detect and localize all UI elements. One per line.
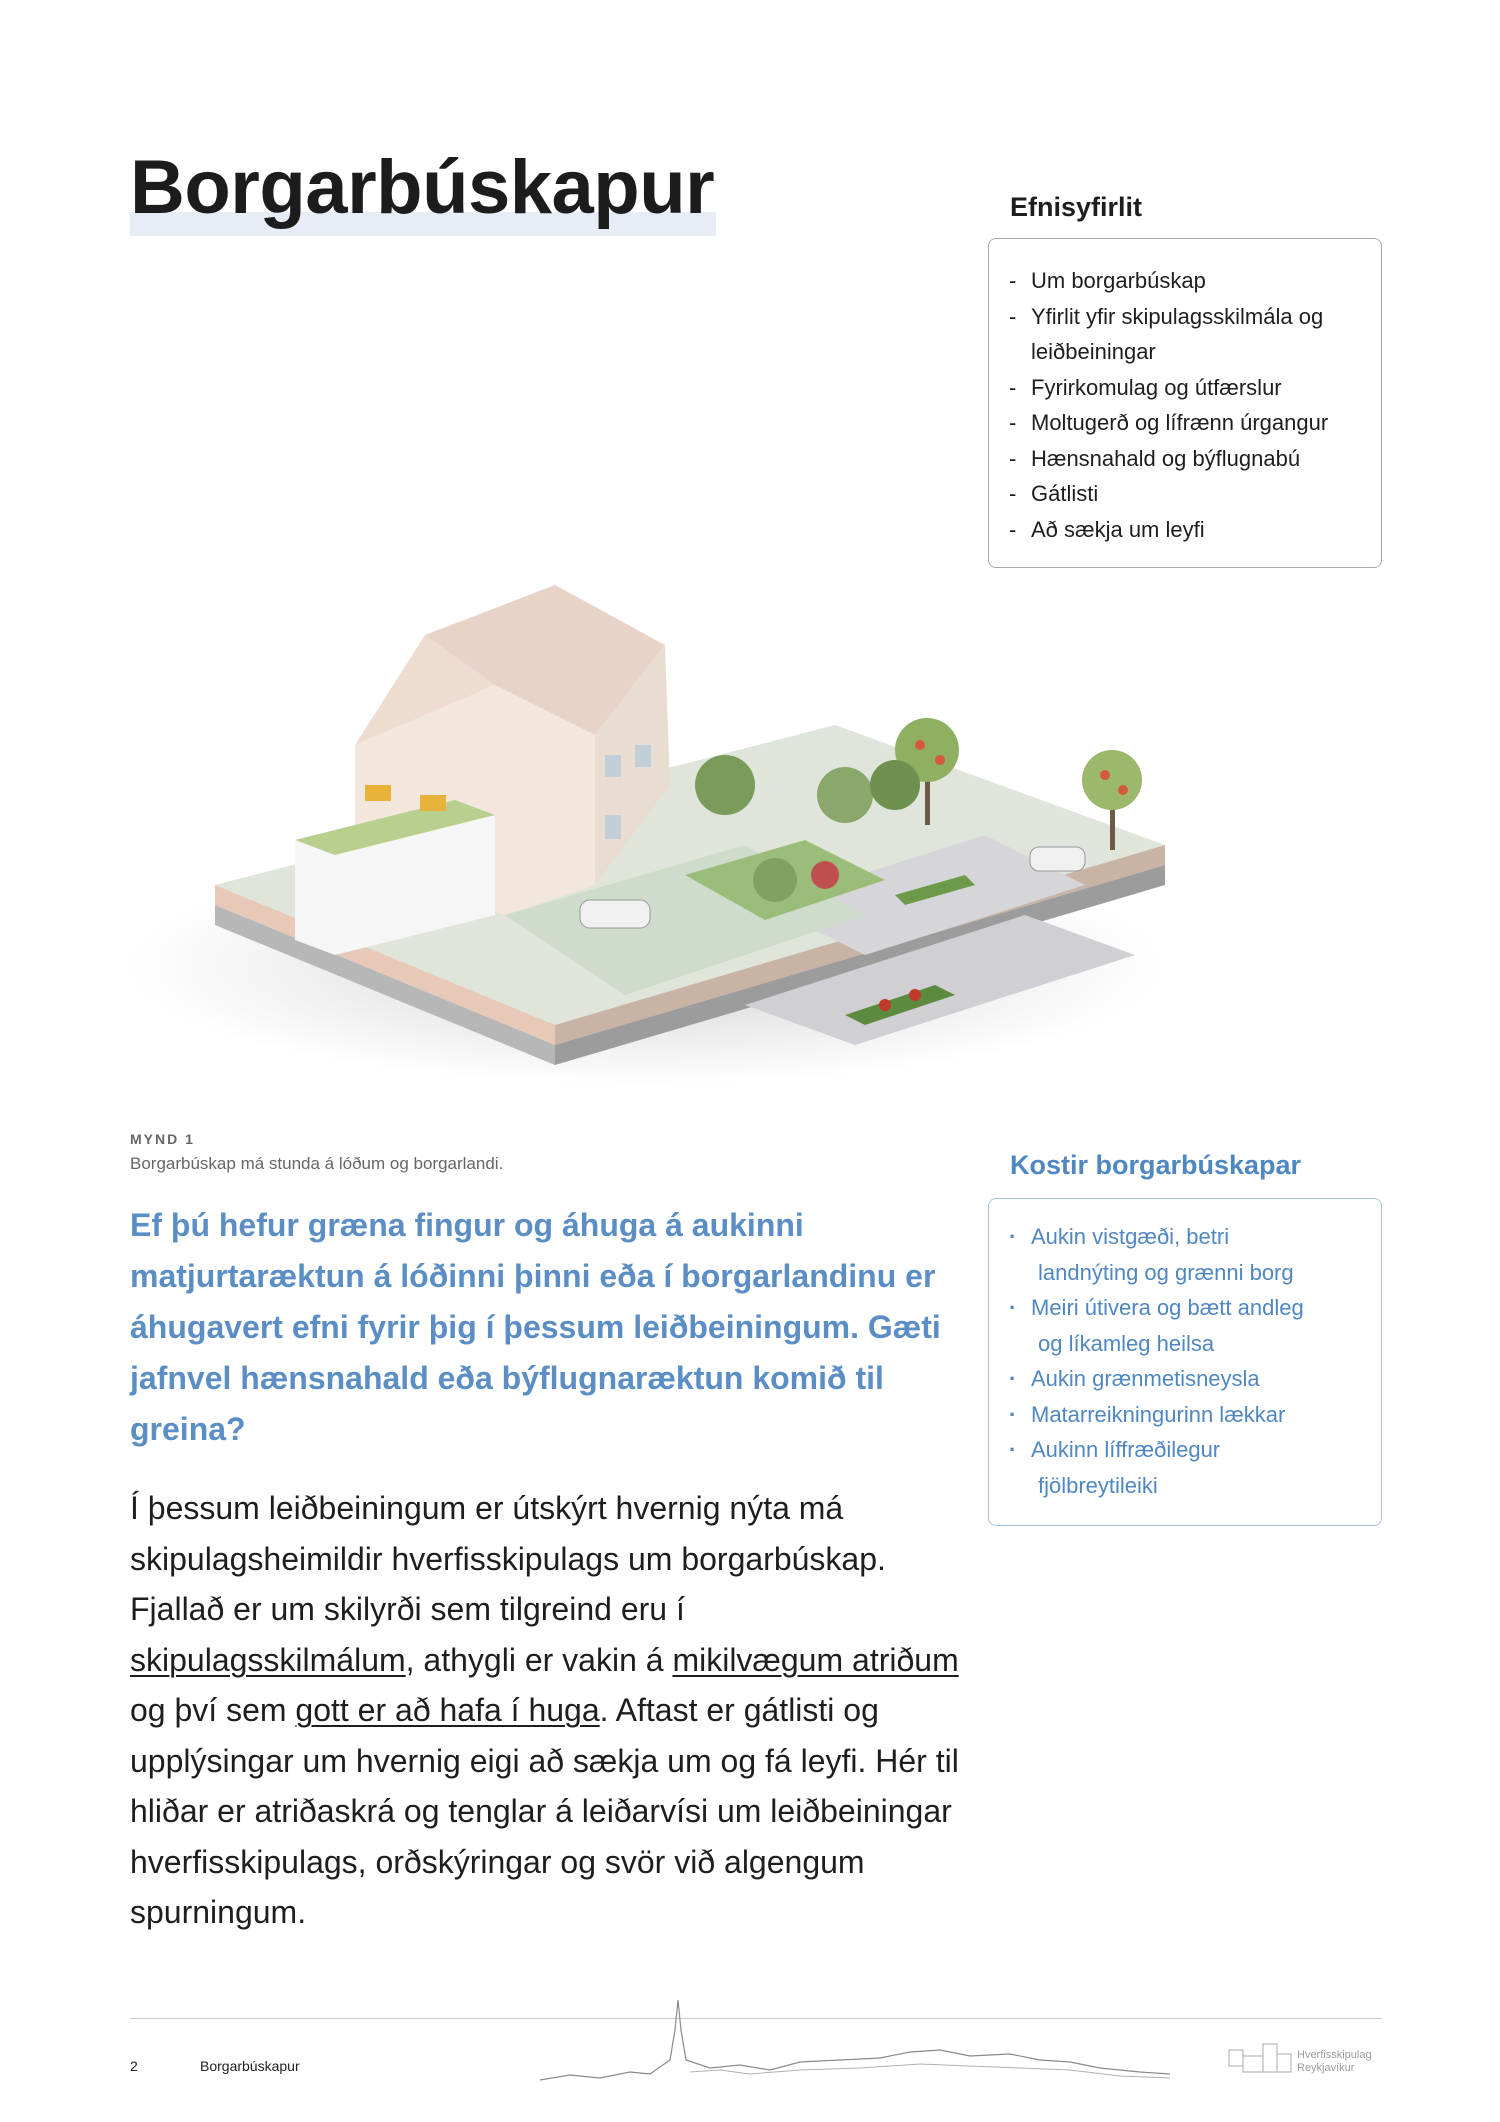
page-number: 2 [130, 2058, 138, 2074]
toc-box [988, 238, 1382, 568]
link-mikilvaeg-atridi[interactable]: mikilvægum atriðum [672, 1641, 959, 1678]
benefit-line: Meiri útivera og bætt andleg [1031, 1295, 1304, 1320]
benefit-line: Aukinn líffræðilegur [1031, 1437, 1221, 1462]
benefit-item [1009, 1290, 1361, 1361]
logo-line: Hverfisskipulag [1297, 2049, 1372, 2061]
page-title: Borgarbúskapur [130, 150, 716, 236]
benefits-heading: Kostir borgarbúskapar [1010, 1150, 1302, 1180]
toc-item[interactable]: - Að sækja um leyfi [1009, 512, 1361, 548]
body-text: og því sem [130, 1692, 296, 1728]
benefit-line: fjölbreytileiki [1038, 1472, 1158, 1498]
toc-item[interactable]: - Fyrirkomulag og útfærslur [1009, 370, 1361, 406]
toc-list [1009, 263, 1361, 547]
lead-paragraph: Ef þú hefur græna fingur og áhuga á aukinni matjurtaræktun á lóðinni þinni eða í borgarlandinu er áhugavert efni fyrir þig í þessum leiðbeiningum. Gæti jafnvel hænsnahald eða býflugnaræktun komið til greina? [130, 1207, 941, 1447]
urban-farming-illustration [125, 585, 1165, 1110]
benefit-line: Aukin vistgæði, betri [1031, 1224, 1230, 1249]
figure-label: MYND 1 [130, 1131, 195, 1147]
toc-item[interactable]: - Um borgarbúskap [1009, 263, 1361, 299]
link-skipulagsskilmalar[interactable]: skipulagsskilmálum [130, 1641, 406, 1678]
benefit-line: og líkamleg heilsa [1038, 1330, 1215, 1356]
body-text: . Aftast er gátlisti og upplýsingar um hvernig eigi að sækja um og fá leyfi. Hér til hliðar er atriðaskrá og tenglar á leiðarvísi um leiðbeiningar hverfisskipulags, orðskýringar og svör við algengum spurningum. [130, 1692, 959, 1930]
benefit-line: landnýting og grænni borg [1038, 1259, 1294, 1285]
benefit-line: Aukin grænmetisneysla [1031, 1366, 1260, 1391]
toc-heading: Efnisyfirlit [1010, 192, 1143, 222]
benefit-item [1009, 1397, 1361, 1433]
benefits-box [988, 1198, 1382, 1526]
toc-item[interactable]: - Moltugerð og lífrænn úrgangur [1009, 405, 1361, 441]
benefits-list [1009, 1219, 1361, 1503]
logo-text [1297, 2049, 1372, 2075]
benefit-item [1009, 1361, 1361, 1397]
benefit-item [1009, 1432, 1361, 1503]
benefit-item [1009, 1219, 1361, 1290]
body-text: Í þessum leiðbeiningum er útskýrt hvernig nýta má skipulagsheimildir hverfisskipulags um borgarbúskap. Fjallað er um skilyrði sem tilgreind eru í [130, 1490, 886, 1627]
link-gott-ad-hafa-i-huga[interactable]: gott er að hafa í huga [295, 1692, 600, 1728]
benefit-line: Matarreikningurinn lækkar [1031, 1401, 1286, 1427]
toc-item[interactable]: - Gátlisti [1009, 476, 1361, 512]
body-paragraph [130, 1483, 960, 1938]
city-skyline-illustration [540, 1990, 1170, 2090]
footer-title: Borgarbúskapur [200, 2058, 300, 2074]
body-text: , athygli er vakin á [405, 1641, 673, 1678]
toc-item[interactable]: - Hænsnahald og býflugnabú [1009, 441, 1361, 477]
figure-caption: Borgarbúskap má stunda á lóðum og borgarlandi. [130, 1154, 504, 1173]
logo-line: Reykjavíkur [1297, 2062, 1355, 2074]
toc-item[interactable]: - Yfirlit yfir skipulagsskilmála og leiðbeiningar [1009, 299, 1361, 370]
